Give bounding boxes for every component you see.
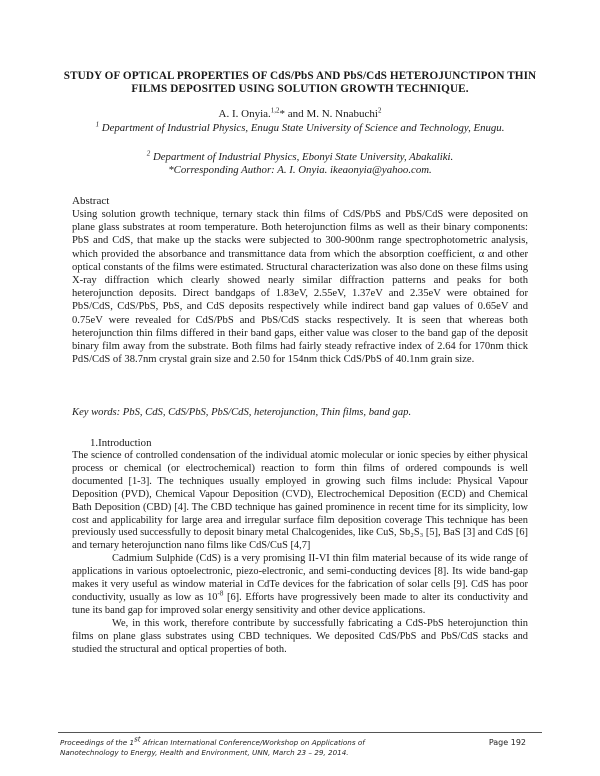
affiliation-2-marker: 2 bbox=[146, 149, 151, 158]
author-2-name: M. N. Nnabuchi bbox=[306, 108, 378, 120]
corresponding-marker: * bbox=[279, 108, 286, 120]
intro-paragraph-1: The science of controlled condensation of the individual atomic molecular or ionic species by either physical process or chemical (or electrochemical) reaction to form thin films of ordered compounds is well documented [1-3]. The techniques usually employed in growing such films include: Physical Vapour Deposition (PVD), Chemical Vapour Deposition (CVD), Electrochemical Deposition (ECD) and Chemical Bath Deposition (CBD) [4]. The CBD technique has gained prominence in recent time for its simplicity, low cost and applicability for large area and irregular surface film deposition coverage This technique has been previously used successfully to deposit binary metal Chalcogenides, like CuS, Sb₂S₃ [5], BaS [3] and CdS [6] and ternary heterojunction nano films like CdS/CuS [4,7] bbox=[72, 450, 529, 552]
footer-divider bbox=[58, 732, 542, 733]
introduction-body bbox=[72, 450, 528, 657]
page-number: Page 192 bbox=[488, 738, 526, 747]
keywords: Key words: PbS, CdS, CdS/PbS, PbS/CdS, heterojunction, Thin films, band gap. bbox=[72, 407, 412, 418]
intro-paragraph-2-text-a: Cadmium Sulphide (CdS) is a very promising II-VI thin film material because of its wide range of applications in various optoelectronic, piezo-electronic, and semi-conducting devices [8]. Its wide band-gap makes it very useful as window material in CdTe devices for the fabrication of solar cells [9]. CdS has poor conductivity, usually as low as 10 bbox=[72, 553, 528, 603]
affiliation-1-text: Department of Industrial Physics, Enugu State University of Science and Technology, Enugu. bbox=[99, 122, 505, 134]
intro-paragraph-2 bbox=[72, 553, 528, 618]
footer-citation bbox=[60, 735, 420, 758]
intro-paragraph-3: We, in this work, therefore contribute by successfully fabricating a CdS-PbS heterojunction thin films on plane glass substrates using CBD techniques. We deposited CdS/PbS and PbS/CdS stacks and studied the structural and optical properties of both. bbox=[72, 617, 528, 655]
footer-line-2: Nanotechnology to Energy, Health and Environment, UNN, March 23 – 29, 2014. bbox=[60, 748, 349, 757]
author-connector: and bbox=[285, 108, 307, 120]
footer-text-b: African International Conference/Workshop on Applications of bbox=[140, 738, 365, 747]
author-1-affiliation-marker: 1,2 bbox=[270, 106, 280, 115]
abstract-heading: Abstract bbox=[72, 195, 110, 207]
affiliation-2-text: Department of Industrial Physics, Ebonyi State University, Abakaliki. bbox=[150, 151, 454, 163]
intro-paragraph-2-exponent: -8 bbox=[217, 589, 224, 598]
footer-text-a: Proceedings of the 1 bbox=[60, 738, 135, 747]
affiliation-1-marker: 1 bbox=[95, 120, 100, 129]
author-line bbox=[60, 108, 540, 121]
author-2-affiliation-marker: 2 bbox=[377, 106, 382, 115]
paper-title: STUDY OF OPTICAL PROPERTIES OF CdS/PbS AND PbS/CdS HETEROJUNCTIPON THIN FILMS DEPOSITED USING SOLUTION GROWTH TECHNIQUE. bbox=[63, 70, 537, 95]
author-1-name: A. I. Onyia. bbox=[218, 108, 271, 120]
corresponding-author: *Corresponding Author: A. I. Onyia. ikeaonyia@yahoo.com. bbox=[168, 164, 432, 176]
footer-ordinal: st bbox=[134, 735, 141, 744]
abstract-body: Using solution growth technique, ternary stack thin films of CdS/PbS and PbS/CdS were deposited on plane glass substrates at room temperature. Both heterojunction films as well as their binary components: PbS and CdS, that make up the stacks were subjected to 300-900nm range spectrophotometric analysis, which provided the absorbance and transmittance data from which the absorption coefficient, α and other optical constants of the films were estimated. Structural characterization was also done on these films using X-ray diffraction which clearly showed nearly similar diffraction patterns and peaks for both heterojunction deposits. Direct bandgaps of 1.83eV, 2.55eV, 1.37eV and 2.35eV were obtained for PbS/CdS, CdS/PbS, PbS, and CdS deposits respectively while indirect band gap values of 0.65eV and 0.75eV were revealed for CdS/PbS and PbS/CdS stacks respectively. It is seen that whereas both heterojunction thin films differed in their band gaps, either value was closer to the band gap of the deposit binary film away from the substrate. Both films had fairly steady refractive index of 2.64 for 170nm thick PdS/CdS of 38.7nm crystal grain size and 2.50 for 154nm thick CdS/PbS of 40.1nm grain size. bbox=[72, 209, 528, 366]
footer-line-1 bbox=[60, 735, 420, 748]
affiliation-2 bbox=[60, 151, 540, 164]
affiliation-1 bbox=[60, 122, 540, 135]
intro-paragraph-2-text-b: [6]. Efforts have progressively been made to alter its conductivity and tune its band gap for improved solar energy sensitivity and other device applications. bbox=[72, 591, 528, 616]
introduction-heading: 1.Introduction bbox=[90, 437, 152, 449]
